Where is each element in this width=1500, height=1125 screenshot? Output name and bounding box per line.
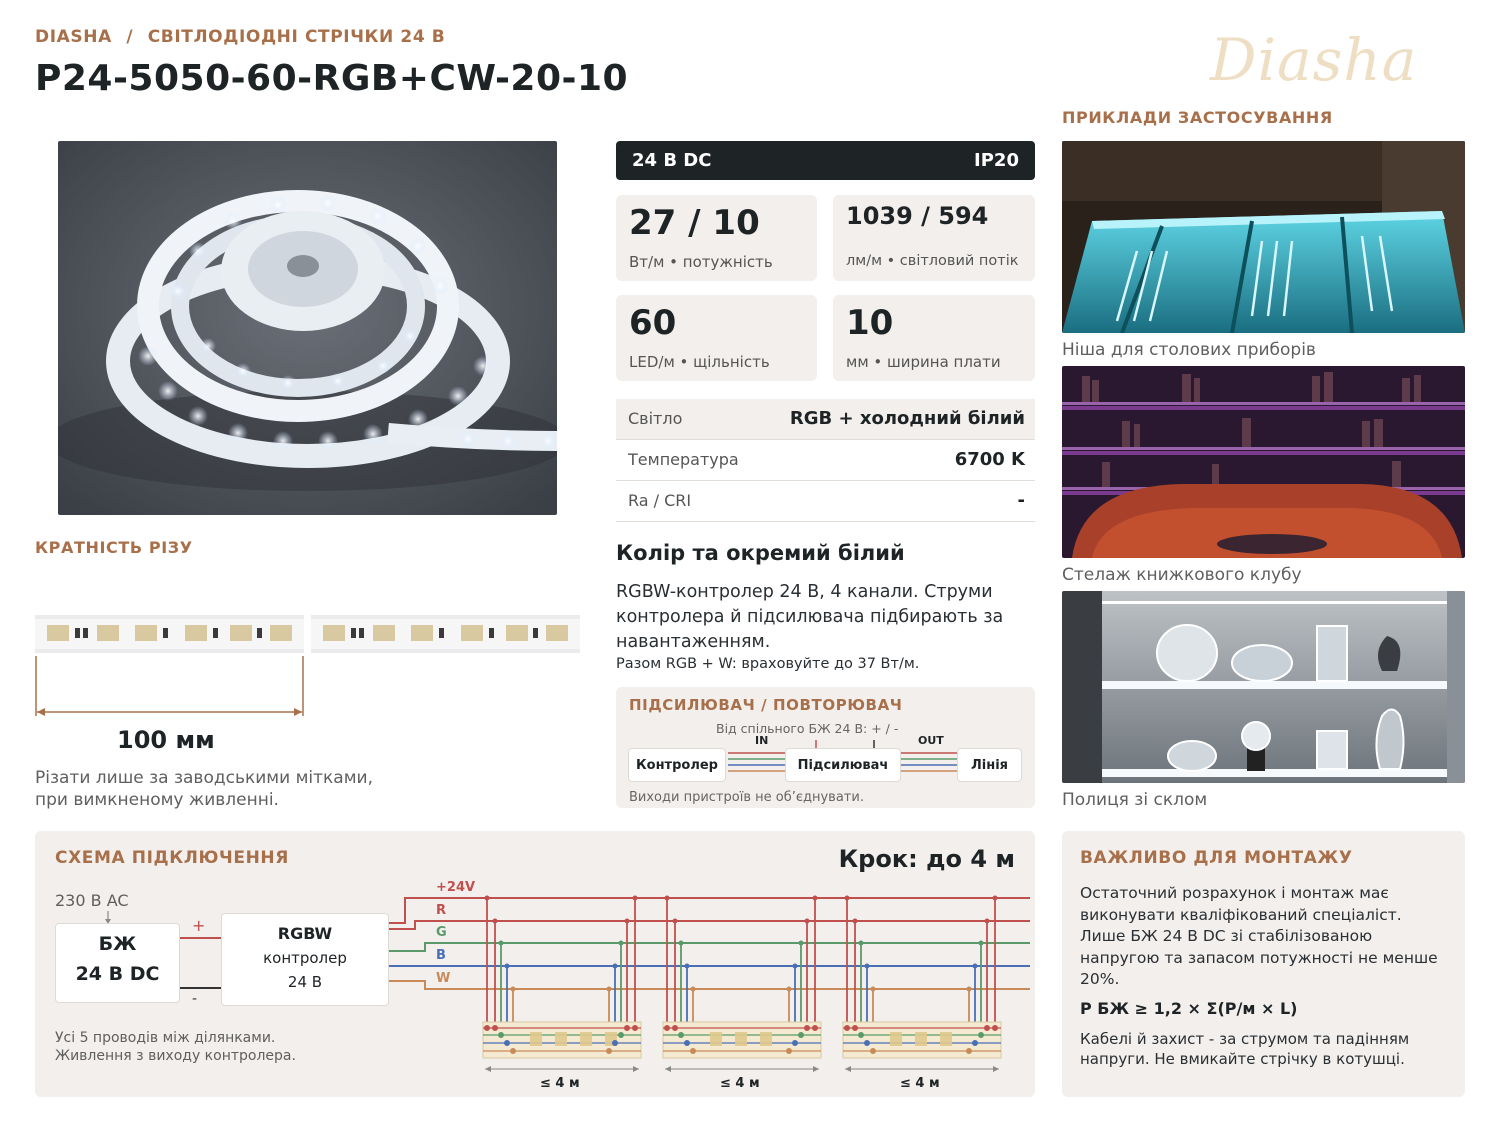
example-photo-bookclub bbox=[1062, 366, 1465, 558]
stat-width-value: 10 bbox=[846, 303, 894, 343]
controller-voltage: 24 В bbox=[287, 973, 323, 991]
mounting-title: ВАЖЛИВО ДЛЯ МОНТАЖУ bbox=[1080, 848, 1353, 868]
ip-label: IP20 bbox=[974, 150, 1019, 171]
voltage-ip-badge bbox=[616, 141, 1035, 180]
mounting-text: Остаточний розрахунок і монтаж має виконувати кваліфікований спеціаліст. Лише БЖ 24 В DC зі стабілізованою напругою та запасом потужності не менше 20%. bbox=[1080, 884, 1438, 988]
wiring-ac-label: 230 В AC bbox=[55, 891, 129, 910]
color-section-note: Разом RGB + W: враховуйте до 37 Вт/м. bbox=[616, 656, 920, 672]
spec-value: RGB + холодний білий bbox=[789, 408, 1025, 429]
color-section-title: Колір та окремий білий bbox=[616, 541, 905, 565]
spec-row-light bbox=[616, 399, 1035, 440]
voltage-label: 24 В DC bbox=[632, 150, 712, 171]
amplifier-controller-box bbox=[628, 748, 726, 782]
stat-flux-unit: лм/м • світловий потік bbox=[846, 253, 1019, 269]
spec-row-temperature bbox=[616, 440, 1035, 481]
wiring-step: Крок: до 4 м bbox=[838, 845, 1015, 873]
amplifier-out-label: OUT bbox=[918, 734, 944, 747]
example-caption-cutlery: Ніша для столових приборів bbox=[1062, 340, 1316, 360]
mounting-formula: P БЖ ≥ 1,2 × Σ(P/м × L) bbox=[1080, 999, 1298, 1018]
amplifier-box bbox=[785, 748, 901, 782]
psu-label: БЖ bbox=[98, 933, 137, 955]
psu-voltage: 24 В DC bbox=[75, 963, 160, 985]
segment-length-2: ≤ 4 м bbox=[720, 1076, 760, 1091]
color-section-text: RGBW-контролер 24 В, 4 канали. Струми контролера й підсилювача підбирають за навантаженням. bbox=[616, 582, 1004, 652]
amplifier-line-label: Лінія bbox=[970, 758, 1009, 773]
amplifier-box-label: Підсилювач bbox=[797, 758, 889, 773]
stat-density-unit: LED/м • щільність bbox=[629, 353, 770, 371]
spec-label: Ra / CRI bbox=[628, 491, 692, 510]
segment-length-3: ≤ 4 м bbox=[900, 1076, 940, 1091]
stat-density-value: 60 bbox=[629, 303, 677, 343]
spec-value: - bbox=[1017, 490, 1025, 511]
spec-value: 6700 K bbox=[954, 449, 1025, 470]
page-title: P24-5050-60-RGB+CW-20-10 bbox=[35, 58, 629, 99]
mounting-text-cables: Кабелі й захист - за струмом та падінням напруги. Не вмикайте стрічку в котушці. bbox=[1080, 1030, 1410, 1068]
wiring-card bbox=[35, 831, 1035, 1097]
product-photo bbox=[58, 141, 557, 515]
wiring-title: СХЕМА ПІДКЛЮЧЕННЯ bbox=[55, 848, 289, 868]
wire-label-plus24v: +24V bbox=[436, 880, 476, 895]
stat-width-unit: мм • ширина плати bbox=[846, 353, 1001, 371]
controller-box bbox=[221, 913, 389, 1006]
stat-flux bbox=[833, 195, 1035, 281]
wire-label-b: B bbox=[436, 948, 446, 963]
wire-label-g: G bbox=[436, 925, 447, 940]
stat-power-unit: Вт/м • потужність bbox=[629, 253, 773, 271]
psu-plus-label: + bbox=[192, 916, 206, 935]
controller-label: RGBW bbox=[277, 924, 333, 943]
amplifier-in-label: IN bbox=[755, 734, 769, 747]
example-caption-glass-shelf: Полиця зі склом bbox=[1062, 790, 1208, 810]
amplifier-card bbox=[616, 687, 1035, 808]
cut-dimension-line bbox=[35, 656, 305, 718]
psu-box bbox=[55, 923, 180, 1003]
cut-section-title: КРАТНІСТЬ РІЗУ bbox=[35, 538, 193, 557]
example-photo-glass-shelf bbox=[1062, 591, 1465, 783]
stat-power bbox=[616, 195, 817, 281]
spec-row-cri bbox=[616, 481, 1035, 522]
example-caption-bookclub: Стелаж книжкового клубу bbox=[1062, 565, 1302, 585]
amplifier-footer: Виходи пристроїв не об’єднувати. bbox=[629, 790, 864, 805]
breadcrumb-separator: / bbox=[126, 27, 134, 47]
cut-note-line1: Різати лише за заводськими мітками, bbox=[35, 768, 373, 788]
amplifier-psu-note: Від спільного БЖ 24 В: + / - bbox=[716, 721, 899, 736]
stat-width bbox=[833, 295, 1035, 381]
stat-flux-value: 1039 / 594 bbox=[846, 202, 989, 230]
wiring-note-line1: Усі 5 проводів між ділянками. bbox=[55, 1030, 276, 1046]
cut-strip-segment-next bbox=[311, 615, 580, 653]
wiring-note-line2: Живлення з виходу контролера. bbox=[55, 1048, 296, 1064]
spec-label: Температура bbox=[628, 450, 739, 469]
wire-label-r: R bbox=[436, 903, 447, 918]
amplifier-controller-label: Контролер bbox=[636, 758, 718, 773]
controller-type: контролер bbox=[263, 949, 347, 967]
segment-length-1: ≤ 4 м bbox=[540, 1076, 580, 1091]
brand-logo: Diasha bbox=[1210, 26, 1418, 94]
breadcrumb bbox=[35, 27, 445, 47]
wire-label-w: W bbox=[436, 971, 451, 986]
cut-strip-segment bbox=[35, 615, 304, 653]
amplifier-line-box bbox=[957, 748, 1022, 782]
cut-length: 100 мм bbox=[117, 726, 215, 754]
mounting-card bbox=[1062, 831, 1465, 1097]
stat-density bbox=[616, 295, 817, 381]
cut-note-line2: при вимкненому живленні. bbox=[35, 790, 279, 810]
spec-label: Світло bbox=[628, 409, 683, 428]
breadcrumb-brand[interactable]: DIASHA bbox=[35, 27, 112, 47]
stat-power-value: 27 / 10 bbox=[629, 203, 760, 243]
examples-title: ПРИКЛАДИ ЗАСТОСУВАННЯ bbox=[1062, 108, 1333, 127]
breadcrumb-category[interactable]: СВІТЛОДІОДНІ СТРІЧКИ 24 В bbox=[147, 27, 446, 47]
psu-minus-label: - bbox=[192, 991, 198, 1007]
example-photo-cutlery bbox=[1062, 141, 1465, 333]
amplifier-title: ПІДСИЛЮВАЧ / ПОВТОРЮВАЧ bbox=[629, 696, 903, 714]
